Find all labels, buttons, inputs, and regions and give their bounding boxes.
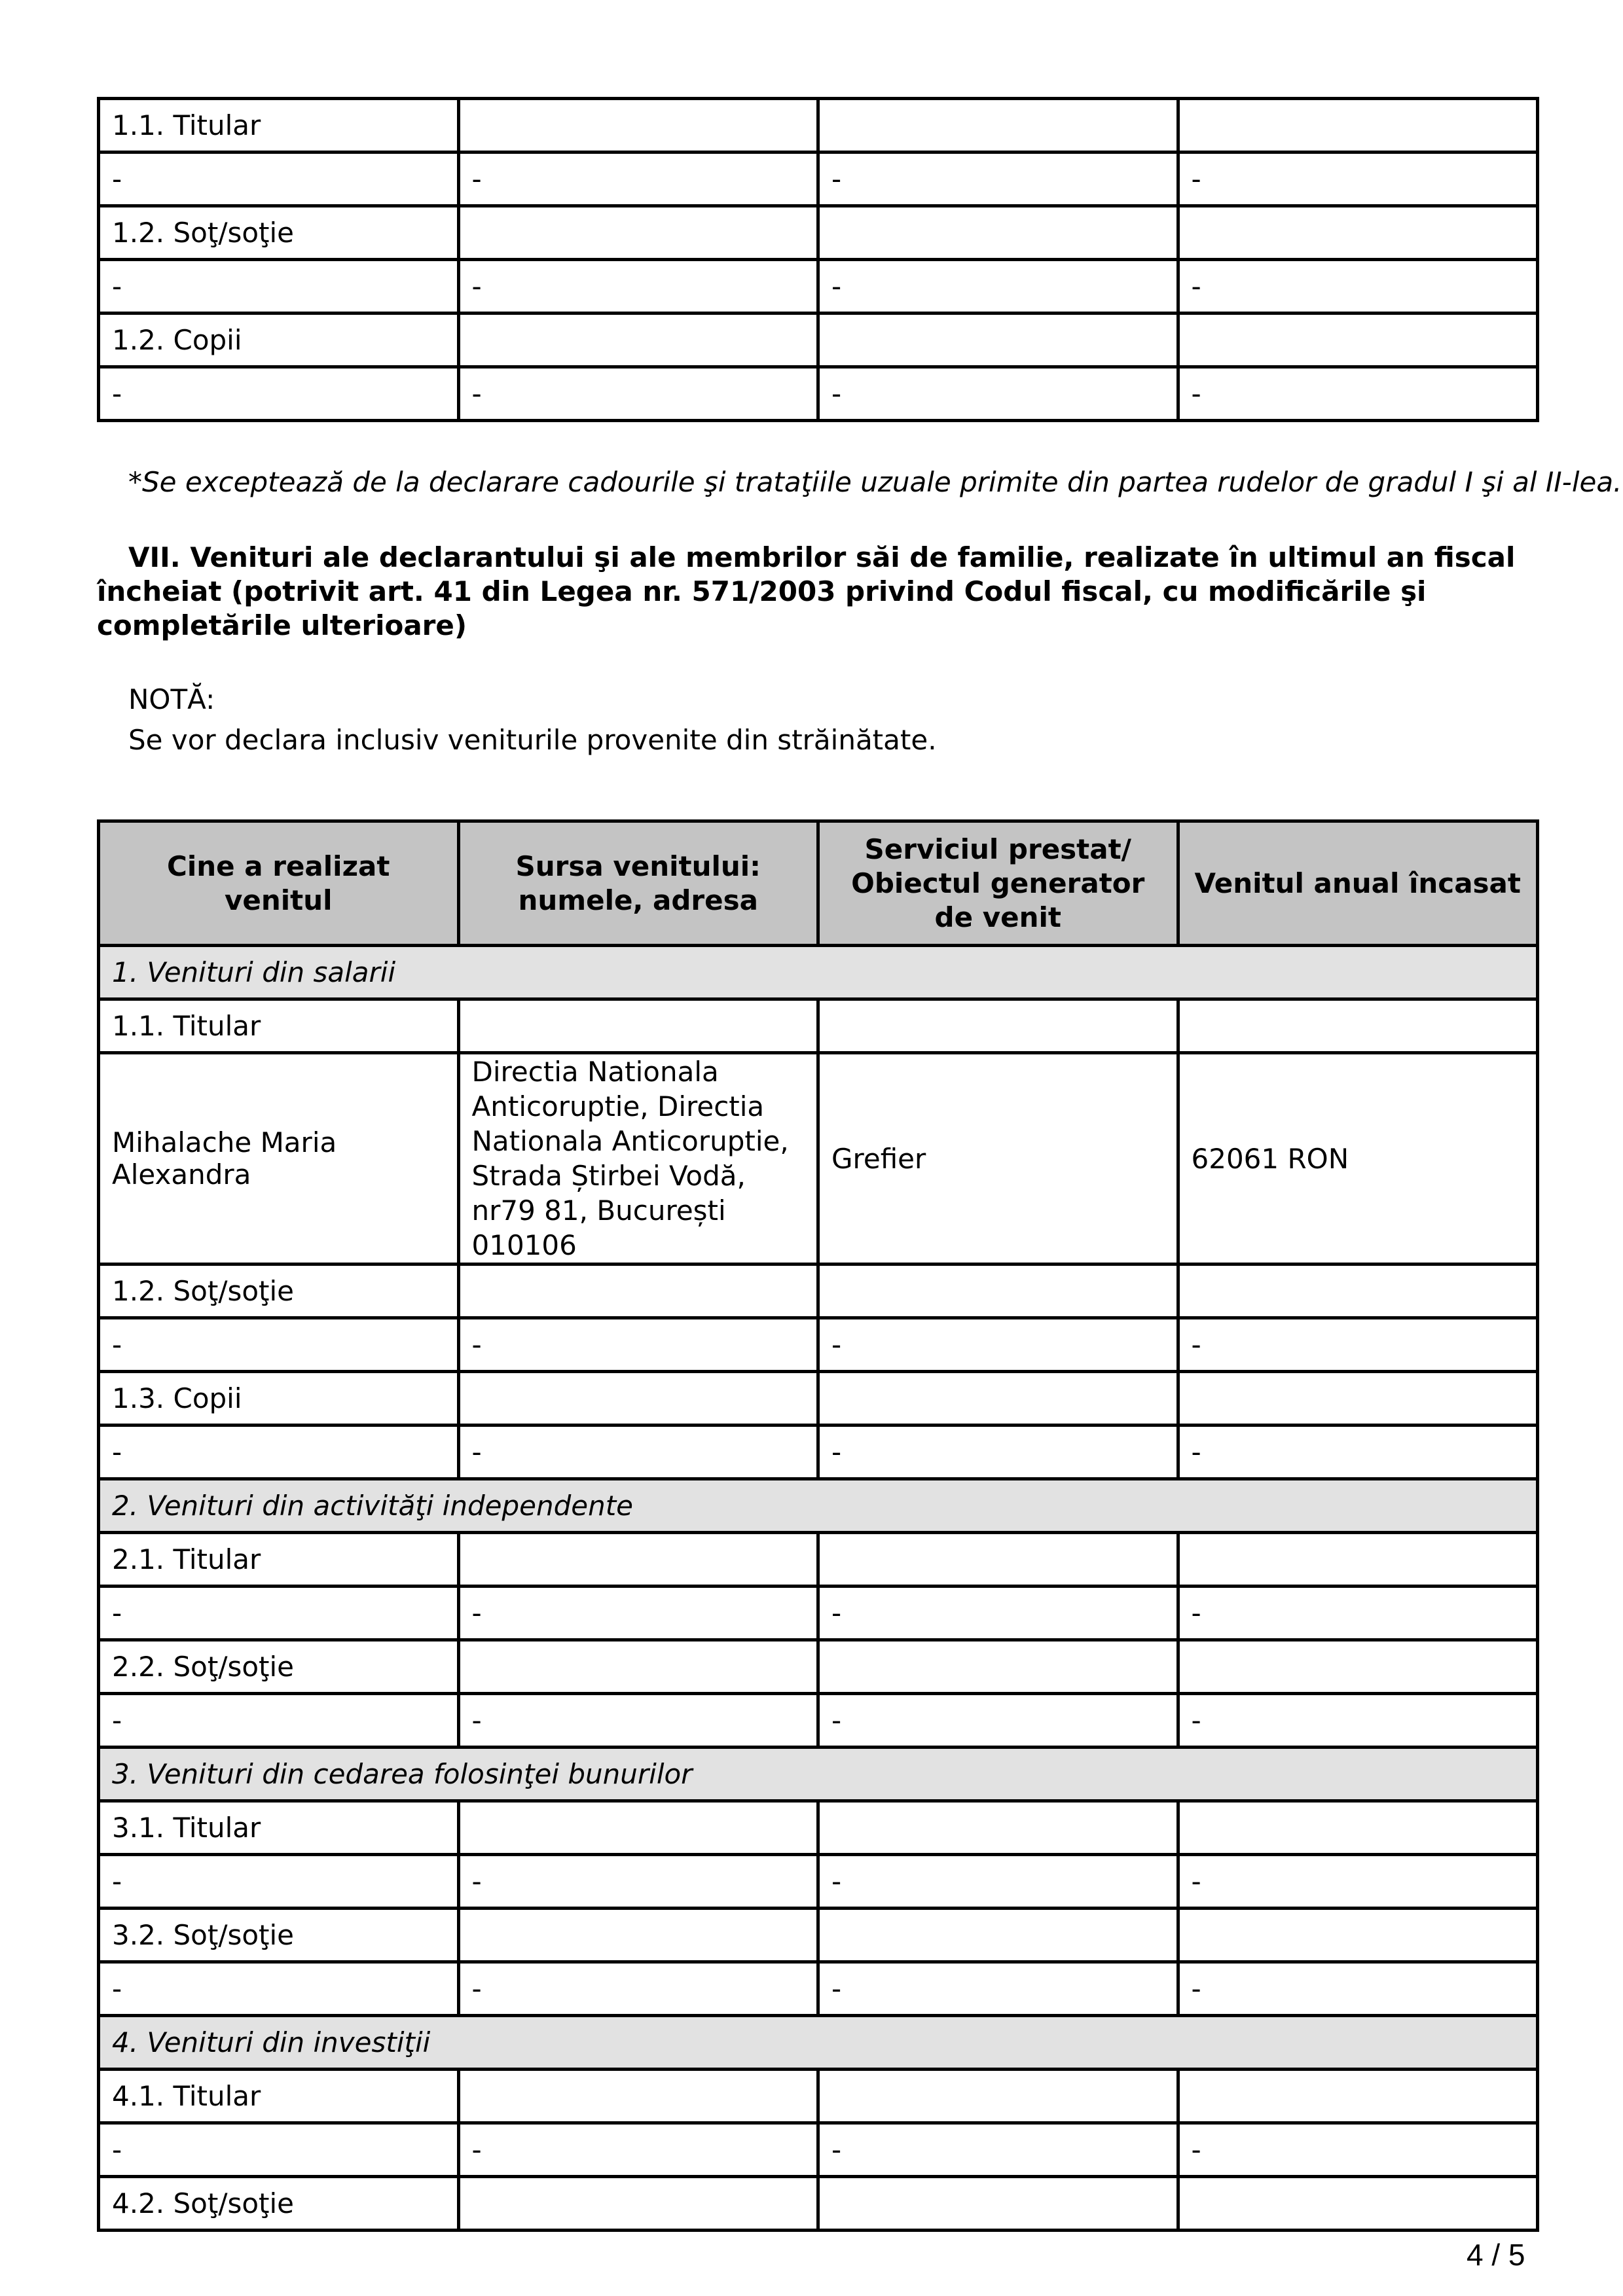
table-cell [458, 1265, 818, 1318]
table-cell: - [458, 1318, 818, 1372]
table-cell: - [818, 260, 1178, 314]
nota-text: Se vor declara inclusiv veniturile provenite din străinătate. [128, 724, 937, 756]
table-cell [458, 1801, 818, 1855]
table-cell [458, 1372, 818, 1426]
table-cell: 3.1. Titular [99, 1801, 459, 1855]
table-cell: 3.2. Soţ/soţie [99, 1909, 459, 1962]
table-row [99, 1426, 1538, 1479]
table-row [99, 999, 1538, 1053]
table-cell: 4.1. Titular [99, 2070, 459, 2123]
table-cell: Grefier [818, 1053, 1178, 1265]
table-cell: - [1178, 2123, 1538, 2177]
table-cell [818, 999, 1178, 1053]
table-cell: - [99, 1587, 459, 1640]
table-cell: 2.2. Soţ/soţie [99, 1640, 459, 1694]
table-cell: - [818, 1694, 1178, 1748]
table-cell: - [1178, 1962, 1538, 2016]
table-cell: 4.2. Soţ/soţie [99, 2177, 459, 2231]
table-cell [1178, 1640, 1538, 1694]
table-cell: Directia Nationala Anticoruptie, Directia Nationala Anticoruptie, Strada Știrbei Vodă, nr79 81, București 010106 [458, 1053, 818, 1265]
table-row [99, 314, 1538, 367]
section-title: 1. Venituri din salarii [99, 946, 1538, 999]
table-cell [818, 1533, 1178, 1587]
table-cell [818, 206, 1178, 260]
page-number: 4 / 5 [1467, 2238, 1525, 2272]
income-table [97, 819, 1539, 2232]
table-cell: 1.3. Copii [99, 1372, 459, 1426]
table-cell: - [458, 1962, 818, 2016]
table-cell [818, 99, 1178, 152]
table-cell [458, 206, 818, 260]
column-header: Sursa venitului: numele, adresa [458, 821, 818, 946]
table-header-row [99, 821, 1538, 946]
section-row [99, 1479, 1538, 1533]
table-cell: 62061 RON [1178, 1053, 1538, 1265]
table-row [99, 260, 1538, 314]
table-cell: - [99, 1855, 459, 1909]
section-row [99, 2016, 1538, 2070]
table-row [99, 99, 1538, 152]
table-cell [1178, 2070, 1538, 2123]
table-cell [458, 1909, 818, 1962]
table-cell: - [99, 1694, 459, 1748]
table-cell: - [458, 1694, 818, 1748]
section-title: 4. Venituri din investiţii [99, 2016, 1538, 2070]
table-row [99, 1318, 1538, 1372]
table-cell: - [458, 367, 818, 421]
table-row [99, 2070, 1538, 2123]
table-cell [1178, 314, 1538, 367]
table-cell [1178, 999, 1538, 1053]
gifts-table [97, 97, 1539, 422]
table-row [99, 152, 1538, 206]
table-cell [818, 2070, 1178, 2123]
table-cell [1178, 206, 1538, 260]
table-cell: - [99, 1318, 459, 1372]
table-cell [1178, 99, 1538, 152]
table-cell: - [1178, 1318, 1538, 1372]
table-cell: 1.2. Soţ/soţie [99, 206, 459, 260]
table-cell [1178, 1909, 1538, 1962]
table-cell [458, 99, 818, 152]
table-cell [458, 314, 818, 367]
table-row [99, 1372, 1538, 1426]
table-cell: - [1178, 1587, 1538, 1640]
table-row [99, 1640, 1538, 1694]
table-cell: 1.2. Soţ/soţie [99, 1265, 459, 1318]
table-cell [818, 1265, 1178, 1318]
table-cell: - [99, 2123, 459, 2177]
table-cell [1178, 1533, 1538, 1587]
table-cell [458, 1640, 818, 1694]
table-row [99, 1587, 1538, 1640]
table-cell: - [458, 260, 818, 314]
table-row [99, 1533, 1538, 1587]
table-cell [818, 2177, 1178, 2231]
section-title: 3. Venituri din cedarea folosinţei bunurilor [99, 1748, 1538, 1801]
table-row [99, 2123, 1538, 2177]
table-cell: Mihalache Maria Alexandra [99, 1053, 459, 1265]
table-cell: - [458, 1426, 818, 1479]
column-header: Venitul anual încasat [1178, 821, 1538, 946]
table-cell: - [1178, 1855, 1538, 1909]
table-row [99, 1962, 1538, 2016]
table-cell [1178, 1265, 1538, 1318]
table-row [99, 1909, 1538, 1962]
table-cell: - [1178, 1426, 1538, 1479]
table-cell [818, 314, 1178, 367]
table-row [99, 206, 1538, 260]
table-cell [818, 1909, 1178, 1962]
table-cell: - [99, 1962, 459, 2016]
table-cell [818, 1801, 1178, 1855]
table-cell: - [99, 1426, 459, 1479]
table-row [99, 1801, 1538, 1855]
section-row [99, 1748, 1538, 1801]
table-row [99, 2177, 1538, 2231]
table-row [99, 1265, 1538, 1318]
table-cell: - [99, 367, 459, 421]
table-cell: - [818, 1587, 1178, 1640]
table-cell: - [1178, 367, 1538, 421]
table-cell: - [458, 152, 818, 206]
table-cell: - [818, 367, 1178, 421]
table-cell: - [818, 1855, 1178, 1909]
column-header: Serviciul prestat/ Obiectul generator de venit [818, 821, 1178, 946]
table-cell: - [99, 152, 459, 206]
table-cell: - [458, 1855, 818, 1909]
column-header: Cine a realizat venitul [99, 821, 459, 946]
table-cell: - [458, 2123, 818, 2177]
table-cell [458, 2070, 818, 2123]
table-cell [458, 1533, 818, 1587]
section-row [99, 946, 1538, 999]
table-cell: - [99, 260, 459, 314]
table-row [99, 1855, 1538, 1909]
table-cell: - [818, 1962, 1178, 2016]
table-cell: - [458, 1587, 818, 1640]
table-cell [458, 999, 818, 1053]
table-cell [818, 1372, 1178, 1426]
table-row [99, 1053, 1538, 1265]
table-cell: 1.1. Titular [99, 999, 459, 1053]
table-cell: 1.2. Copii [99, 314, 459, 367]
table-cell [1178, 1801, 1538, 1855]
section-heading: VII. Venituri ale declarantului şi ale membrilor săi de familie, realizate în ultimul an fiscal încheiat (potrivit art. 41 din Legea nr. 571/2003 privind Codul fiscal, cu modificările şi completările ulterioare) [97, 541, 1516, 641]
table-cell: - [1178, 260, 1538, 314]
nota-label: NOTĂ: [128, 683, 215, 715]
table-cell: - [818, 1426, 1178, 1479]
table-row [99, 367, 1538, 421]
table-cell: - [818, 2123, 1178, 2177]
table-cell: - [1178, 152, 1538, 206]
section-title: 2. Venituri din activităţi independente [99, 1479, 1538, 1533]
table-cell [458, 2177, 818, 2231]
table-cell [1178, 1372, 1538, 1426]
table-cell [1178, 2177, 1538, 2231]
table-cell: - [1178, 1694, 1538, 1748]
table-cell [818, 1640, 1178, 1694]
table-cell: - [818, 152, 1178, 206]
table-cell: 2.1. Titular [99, 1533, 459, 1587]
gift-exception-note: *Se exceptează de la declarare cadourile şi trataţiile uzuale primite din partea rudelor de gradul I şi al II-lea. [128, 466, 1622, 498]
table-cell: - [818, 1318, 1178, 1372]
table-cell: 1.1. Titular [99, 99, 459, 152]
table-row [99, 1694, 1538, 1748]
